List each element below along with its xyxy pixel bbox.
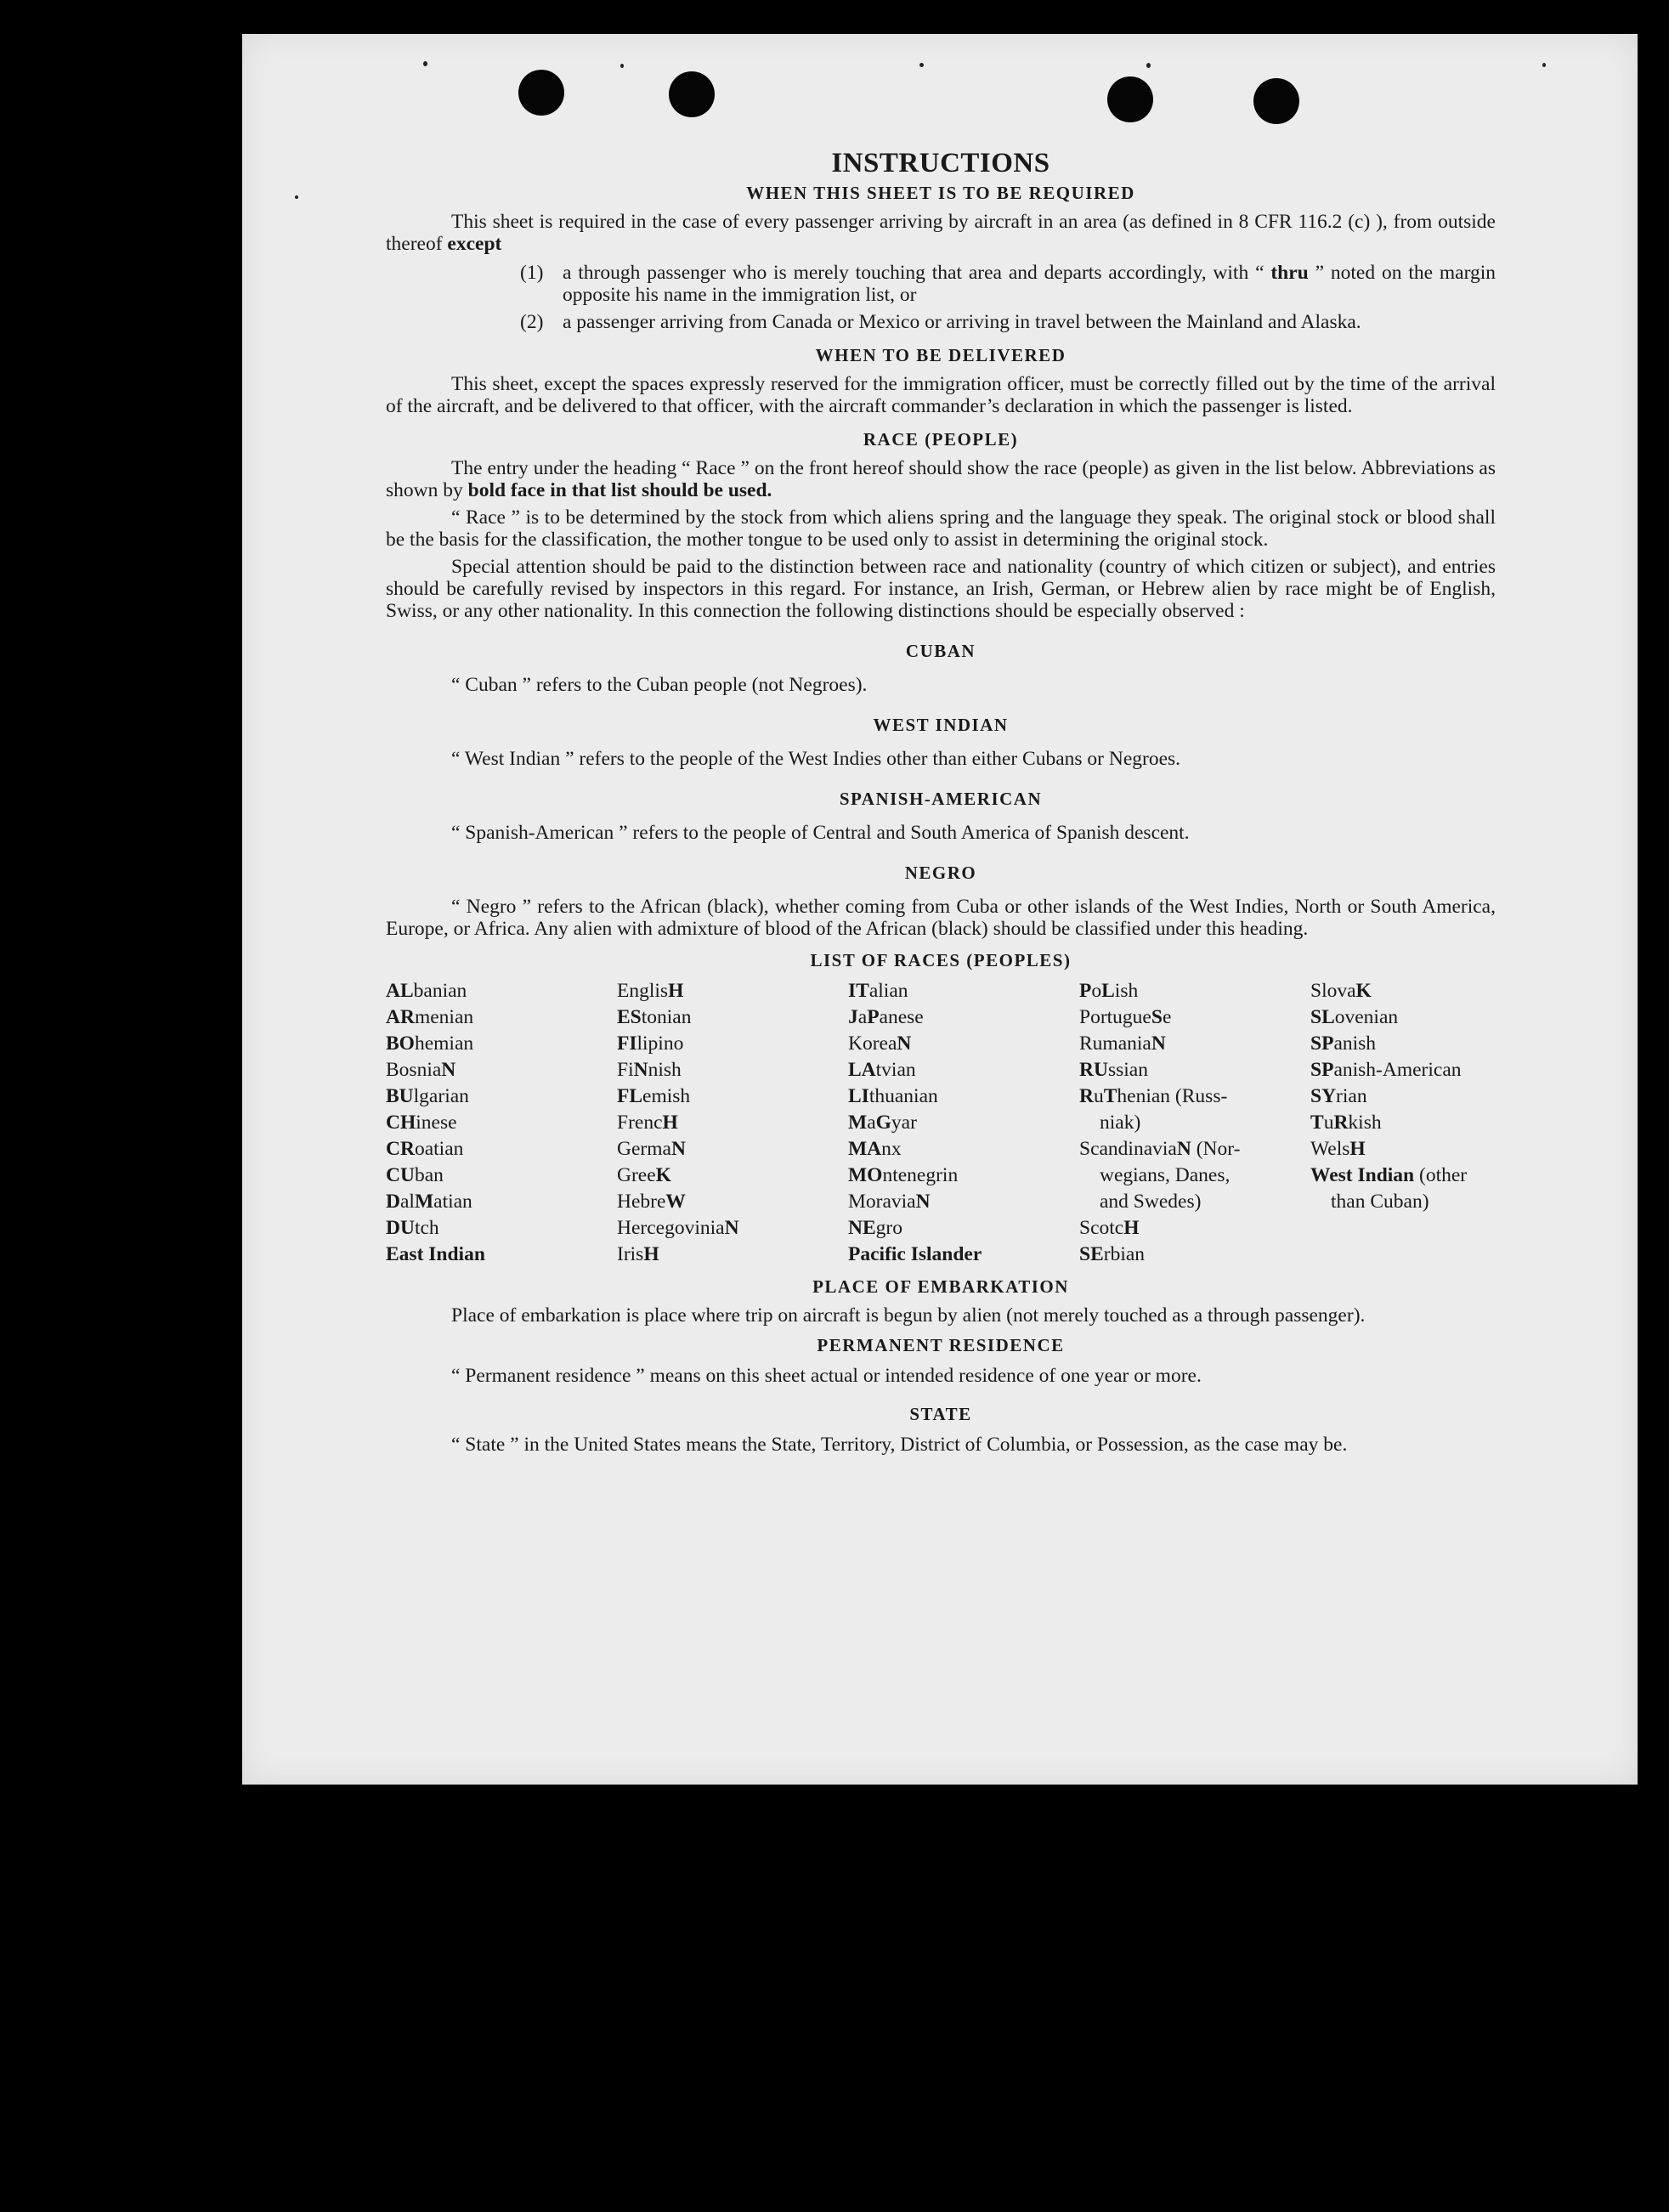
race-name-part: (other <box>1414 1164 1468 1186</box>
race-abbreviation: SY <box>1310 1085 1337 1107</box>
dust-speck <box>295 195 298 199</box>
race-abbreviation: CH <box>386 1112 416 1134</box>
race-entry <box>1079 1031 1310 1057</box>
race-name-part: Fi <box>617 1059 634 1081</box>
race-abbreviation: H <box>643 1243 659 1265</box>
race-entry <box>1310 1004 1496 1031</box>
state-text: “ State ” in the United States means the State, Territory, District of Columbia, or Possession, as the case may be. <box>451 1434 1348 1456</box>
item-bold: thru <box>1270 262 1309 284</box>
races-column <box>386 978 617 1268</box>
race-abbreviation: DU <box>386 1217 415 1239</box>
race-entry <box>1310 1057 1496 1083</box>
page-title: INSTRUCTIONS <box>831 148 1050 178</box>
race-abbreviation: P <box>867 1006 880 1028</box>
race-p1-text: The entry under the heading “ Race ” on the front hereof should show the race (people) as given in the list below. Abbreviations as shown by <box>386 457 1496 501</box>
race-abbreviation: SE <box>1079 1243 1104 1265</box>
race-entry <box>1310 1136 1496 1163</box>
race-entry <box>617 1136 848 1163</box>
race-name-part: alian <box>868 980 908 1002</box>
item-number: (2) <box>520 311 544 333</box>
race-name-part: Englis <box>617 980 669 1002</box>
cuban-text: “ Cuban ” refers to the Cuban people (not Negroes). <box>451 674 868 696</box>
race-abbreviation: D <box>386 1191 400 1213</box>
race-abbreviation: AR <box>386 1006 415 1028</box>
west-indian-text: “ West Indian ” refers to the people of the West Indies other than either Cubans or Negroes. <box>451 748 1181 770</box>
race-abbreviation: N <box>1151 1032 1166 1055</box>
race-entry <box>386 1189 617 1215</box>
race-entry <box>1310 1031 1496 1057</box>
race-abbreviation: K <box>655 1164 671 1186</box>
race-name-part: anish-American <box>1333 1059 1462 1081</box>
race-abbreviation: N <box>633 1059 648 1081</box>
race-name-part: wegians, Danes, <box>1100 1164 1231 1186</box>
item-text <box>563 262 1496 306</box>
race-entry <box>848 1242 1079 1268</box>
dust-speck <box>1542 63 1546 67</box>
race-abbreviation: H <box>1123 1217 1140 1239</box>
race-abbreviation: G <box>875 1112 891 1134</box>
race-name-part: gro <box>875 1217 902 1239</box>
race-entry <box>848 1163 1079 1189</box>
item-text-a: a through passenger who is merely touching that area and departs accordingly, with “ <box>563 262 1264 284</box>
race-name-part: (Nor- <box>1191 1138 1241 1160</box>
race-abbreviation: CR <box>386 1138 415 1160</box>
race-name-part: o <box>1091 980 1102 1002</box>
race-entry <box>848 1083 1079 1110</box>
race-entry <box>386 1242 617 1268</box>
section-heading-west-indian: WEST INDIAN <box>873 715 1009 735</box>
race-abbreviation: T <box>1310 1112 1324 1134</box>
race-name-part: than Cuban) <box>1331 1191 1429 1213</box>
race-name-part: anese <box>879 1006 924 1028</box>
race-name-part: kish <box>1348 1112 1382 1134</box>
race-abbreviation: N <box>915 1191 931 1213</box>
race-abbreviation: FL <box>617 1085 643 1107</box>
race-name-part: Frenc <box>617 1112 663 1134</box>
race-abbreviation: MA <box>848 1138 882 1160</box>
item-text: a passenger arriving from Canada or Mexico or arriving in travel between the Mainland and Alaska. <box>563 311 1361 333</box>
race-name-part: ssian <box>1107 1059 1148 1081</box>
race-name-part: Moravia <box>848 1191 916 1213</box>
races-column <box>617 978 848 1268</box>
races-column <box>1079 978 1310 1268</box>
race-p1-bold: bold face in that list should be used. <box>467 479 772 501</box>
race-entry <box>617 1004 848 1031</box>
race-name-part: nx <box>881 1138 902 1160</box>
race-abbreviation: L <box>1101 980 1115 1002</box>
race-name-part: henian (Russ- <box>1117 1085 1228 1107</box>
race-abbreviation: SL <box>1310 1006 1335 1028</box>
race-abbreviation: LA <box>848 1059 876 1081</box>
race-abbreviation: S <box>1151 1006 1163 1028</box>
race-name-part: Korea <box>848 1032 897 1055</box>
race-entry <box>1079 978 1310 1004</box>
required-intro <box>386 211 1496 255</box>
section-heading-race: RACE (PEOPLE) <box>863 429 1019 450</box>
exception-item <box>520 262 1496 306</box>
section-heading-cuban: CUBAN <box>905 641 976 661</box>
race-entry <box>1310 1189 1496 1215</box>
race-name-part: Rumania <box>1079 1032 1151 1055</box>
delivered-text: This sheet, except the spaces expressly reserved for the immigration officer, must be correctly filled out by the time of the arrival of the aircraft, and be delivered to that officer, with the aircraft commander’s declaration in which the passenger is listed. <box>386 373 1496 417</box>
race-entry <box>386 1163 617 1189</box>
document-page <box>242 34 1638 1785</box>
race-entry <box>617 978 848 1004</box>
race-entry <box>848 1110 1079 1136</box>
item-text-b: ” noted on the margin opposite his name in the immigration list, or <box>563 262 1496 306</box>
race-abbreviation: R <box>1079 1085 1094 1107</box>
race-abbreviation: East Indian <box>386 1243 485 1265</box>
negro-text: “ Negro ” refers to the African (black), whether coming from Cuba or other islands of the West Indies, North or South America, Europe, or Africa. Any alien with admixture of blood of the African (black) should be classified under this heading. <box>386 896 1496 940</box>
section-heading-residence: PERMANENT RESIDENCE <box>817 1335 1065 1355</box>
race-abbreviation: SP <box>1310 1032 1334 1055</box>
race-name-part: ban <box>414 1164 444 1186</box>
section-heading-negro: NEGRO <box>904 863 977 883</box>
race-abbreviation: T <box>1103 1085 1117 1107</box>
race-entry <box>1079 1110 1310 1136</box>
race-entry <box>386 1057 617 1083</box>
race-name-part: nish <box>648 1059 682 1081</box>
race-name-part: tch <box>414 1217 439 1239</box>
race-abbreviation: J <box>848 1006 858 1028</box>
spanish-american-text: “ Spanish-American ” refers to the people of Central and South America of Spanish descent. <box>451 822 1190 844</box>
instructions-content <box>386 148 1496 1456</box>
section-heading-spanish-american: SPANISH-AMERICAN <box>839 789 1043 809</box>
race-abbreviation: BU <box>386 1085 414 1107</box>
race-entry <box>848 1057 1079 1083</box>
race-name-part: yar <box>891 1112 917 1134</box>
race-entry <box>1079 1083 1310 1110</box>
required-intro-bold: except <box>447 233 502 255</box>
race-name-part: oatian <box>414 1138 464 1160</box>
race-name-part: u <box>1323 1112 1334 1134</box>
section-heading-list-of-races: LIST OF RACES (PEOPLES) <box>810 950 1072 970</box>
races-column <box>1310 978 1496 1268</box>
race-entry <box>1079 1057 1310 1083</box>
embarkation-text: Place of embarkation is place where trip on aircraft is begun by alien (not merely touched as a through passenger). <box>451 1304 1366 1327</box>
race-entry <box>386 978 617 1004</box>
race-abbreviation: FI <box>617 1032 637 1055</box>
race-name-part: Germa <box>617 1138 671 1160</box>
race-name-part: hemian <box>414 1032 474 1055</box>
race-entry <box>848 1004 1079 1031</box>
race-entry <box>617 1110 848 1136</box>
race-name-part: Scotc <box>1079 1217 1124 1239</box>
race-abbreviation: M <box>414 1191 434 1213</box>
race-name-part: Bosnia <box>386 1059 442 1081</box>
race-abbreviation: CU <box>386 1164 415 1186</box>
races-column <box>848 978 1079 1268</box>
race-entry <box>1310 1163 1496 1189</box>
race-entry <box>848 1189 1079 1215</box>
race-entry <box>1079 1163 1310 1189</box>
race-entry <box>1079 1136 1310 1163</box>
item-number: (1) <box>520 262 544 284</box>
race-entry <box>1079 1004 1310 1031</box>
race-name-part: rian <box>1336 1085 1367 1107</box>
race-abbreviation: West Indian <box>1310 1164 1415 1186</box>
race-paragraph-3: Special attention should be paid to the distinction between race and nationality (country of which citizen or subject), and entries should be carefully revised by inspectors in this regard. For instance, an Irish, German, or Hebrew alien by race might be of English, Swiss, or any other nationality. In this connection the following distinctions should be especially observed : <box>386 556 1496 622</box>
race-paragraph-2: “ Race ” is to be determined by the stock from which aliens spring and the language they speak. The original stock or blood shall be the basis for the classification, the mother tongue to be used only to assist in determining the original stock. <box>386 506 1496 551</box>
race-paragraph-1 <box>386 457 1496 501</box>
race-abbreviation: LI <box>848 1085 869 1107</box>
section-heading-delivered: WHEN TO BE DELIVERED <box>815 345 1066 365</box>
race-entry <box>386 1110 617 1136</box>
race-name-part: inese <box>416 1112 457 1134</box>
race-entry <box>617 1163 848 1189</box>
race-entry <box>848 1136 1079 1163</box>
race-abbreviation: MO <box>848 1164 883 1186</box>
dust-speck <box>620 64 624 68</box>
race-abbreviation: RU <box>1079 1059 1108 1081</box>
race-entry <box>1079 1242 1310 1268</box>
race-abbreviation: NE <box>848 1217 876 1239</box>
race-name-part: ovenian <box>1334 1006 1399 1028</box>
race-abbreviation: ES <box>617 1006 642 1028</box>
race-name-part: Hercegovinia <box>617 1217 725 1239</box>
race-entry <box>848 1031 1079 1057</box>
race-entry <box>1310 978 1496 1004</box>
race-abbreviation: Pacific Islander <box>848 1243 982 1265</box>
race-name-part: a <box>857 1006 868 1028</box>
residence-text: “ Permanent residence ” means on this sheet actual or intended residence of one year or more. <box>451 1365 1202 1387</box>
race-name-part: ish <box>1114 980 1139 1002</box>
race-entry <box>848 978 1079 1004</box>
race-entry <box>617 1242 848 1268</box>
race-name-part: lipino <box>636 1032 684 1055</box>
punch-hole <box>518 70 564 116</box>
dust-speck <box>423 61 427 66</box>
race-abbreviation: M <box>848 1112 868 1134</box>
race-name-part: Portugue <box>1079 1006 1151 1028</box>
races-table <box>386 978 1496 1268</box>
race-entry <box>1079 1215 1310 1242</box>
race-entry <box>386 1031 617 1057</box>
race-abbreviation: N <box>670 1138 686 1160</box>
race-abbreviation: SP <box>1310 1059 1334 1081</box>
race-name-part: al <box>399 1191 415 1213</box>
race-entry <box>617 1057 848 1083</box>
required-intro-text: This sheet is required in the case of every passenger arriving by aircraft in an area (as defined in 8 CFR 116.2 (c) ), from outside thereof <box>386 211 1496 255</box>
race-abbreviation: W <box>665 1191 686 1213</box>
race-abbreviation: H <box>668 980 684 1002</box>
race-abbreviation: H <box>662 1112 678 1134</box>
race-name-part: Iris <box>617 1243 644 1265</box>
race-abbreviation: AL <box>386 980 414 1002</box>
punch-hole <box>1107 76 1153 122</box>
race-abbreviation: IT <box>848 980 869 1002</box>
race-entry <box>617 1189 848 1215</box>
section-heading-required: WHEN THIS SHEET IS TO BE REQUIRED <box>746 183 1135 203</box>
race-entry <box>617 1083 848 1110</box>
race-abbreviation: R <box>1333 1112 1349 1134</box>
punch-hole <box>669 71 715 117</box>
race-entry <box>1310 1083 1496 1110</box>
race-name-part: rbian <box>1103 1243 1146 1265</box>
race-name-part: u <box>1093 1085 1104 1107</box>
race-name-part: Gree <box>617 1164 656 1186</box>
race-name-part: and Swedes) <box>1100 1191 1202 1213</box>
race-entry <box>1079 1189 1310 1215</box>
race-entry <box>386 1136 617 1163</box>
race-name-part: banian <box>413 980 467 1002</box>
race-name-part: a <box>867 1112 876 1134</box>
race-name-part: emish <box>642 1085 691 1107</box>
section-heading-state: STATE <box>909 1404 972 1424</box>
race-name-part: e <box>1162 1006 1172 1028</box>
race-abbreviation: K <box>1355 980 1372 1002</box>
race-abbreviation: P <box>1079 980 1092 1002</box>
race-name-part: lgarian <box>413 1085 469 1107</box>
race-abbreviation: N <box>897 1032 912 1055</box>
race-abbreviation: H <box>1349 1138 1366 1160</box>
race-entry <box>386 1083 617 1110</box>
race-name-part: ntenegrin <box>882 1164 959 1186</box>
race-name-part: Wels <box>1310 1138 1350 1160</box>
race-abbreviation: BO <box>386 1032 415 1055</box>
race-entry <box>1310 1110 1496 1136</box>
race-entry <box>848 1215 1079 1242</box>
race-name-part: Scandinavia <box>1079 1138 1177 1160</box>
race-name-part: anish <box>1333 1032 1377 1055</box>
dust-speck <box>919 63 924 67</box>
exception-item <box>520 311 1496 333</box>
race-name-part: atian <box>433 1191 472 1213</box>
race-name-part: thuanian <box>868 1085 938 1107</box>
race-name-part: tonian <box>641 1006 692 1028</box>
race-entry <box>386 1215 617 1242</box>
race-entry <box>386 1004 617 1031</box>
section-heading-embarkation: PLACE OF EMBARKATION <box>812 1276 1069 1297</box>
race-name-part: menian <box>414 1006 474 1028</box>
race-name-part: Hebre <box>617 1191 666 1213</box>
race-abbreviation: N <box>441 1059 456 1081</box>
race-abbreviation: N <box>1176 1138 1191 1160</box>
race-name-part: tvian <box>875 1059 916 1081</box>
race-name-part: Slova <box>1310 980 1356 1002</box>
dust-speck <box>1146 63 1151 68</box>
race-name-part: niak) <box>1100 1112 1141 1134</box>
race-entry <box>617 1215 848 1242</box>
punch-hole <box>1253 78 1299 124</box>
race-entry <box>617 1031 848 1057</box>
race-abbreviation: N <box>724 1217 739 1239</box>
